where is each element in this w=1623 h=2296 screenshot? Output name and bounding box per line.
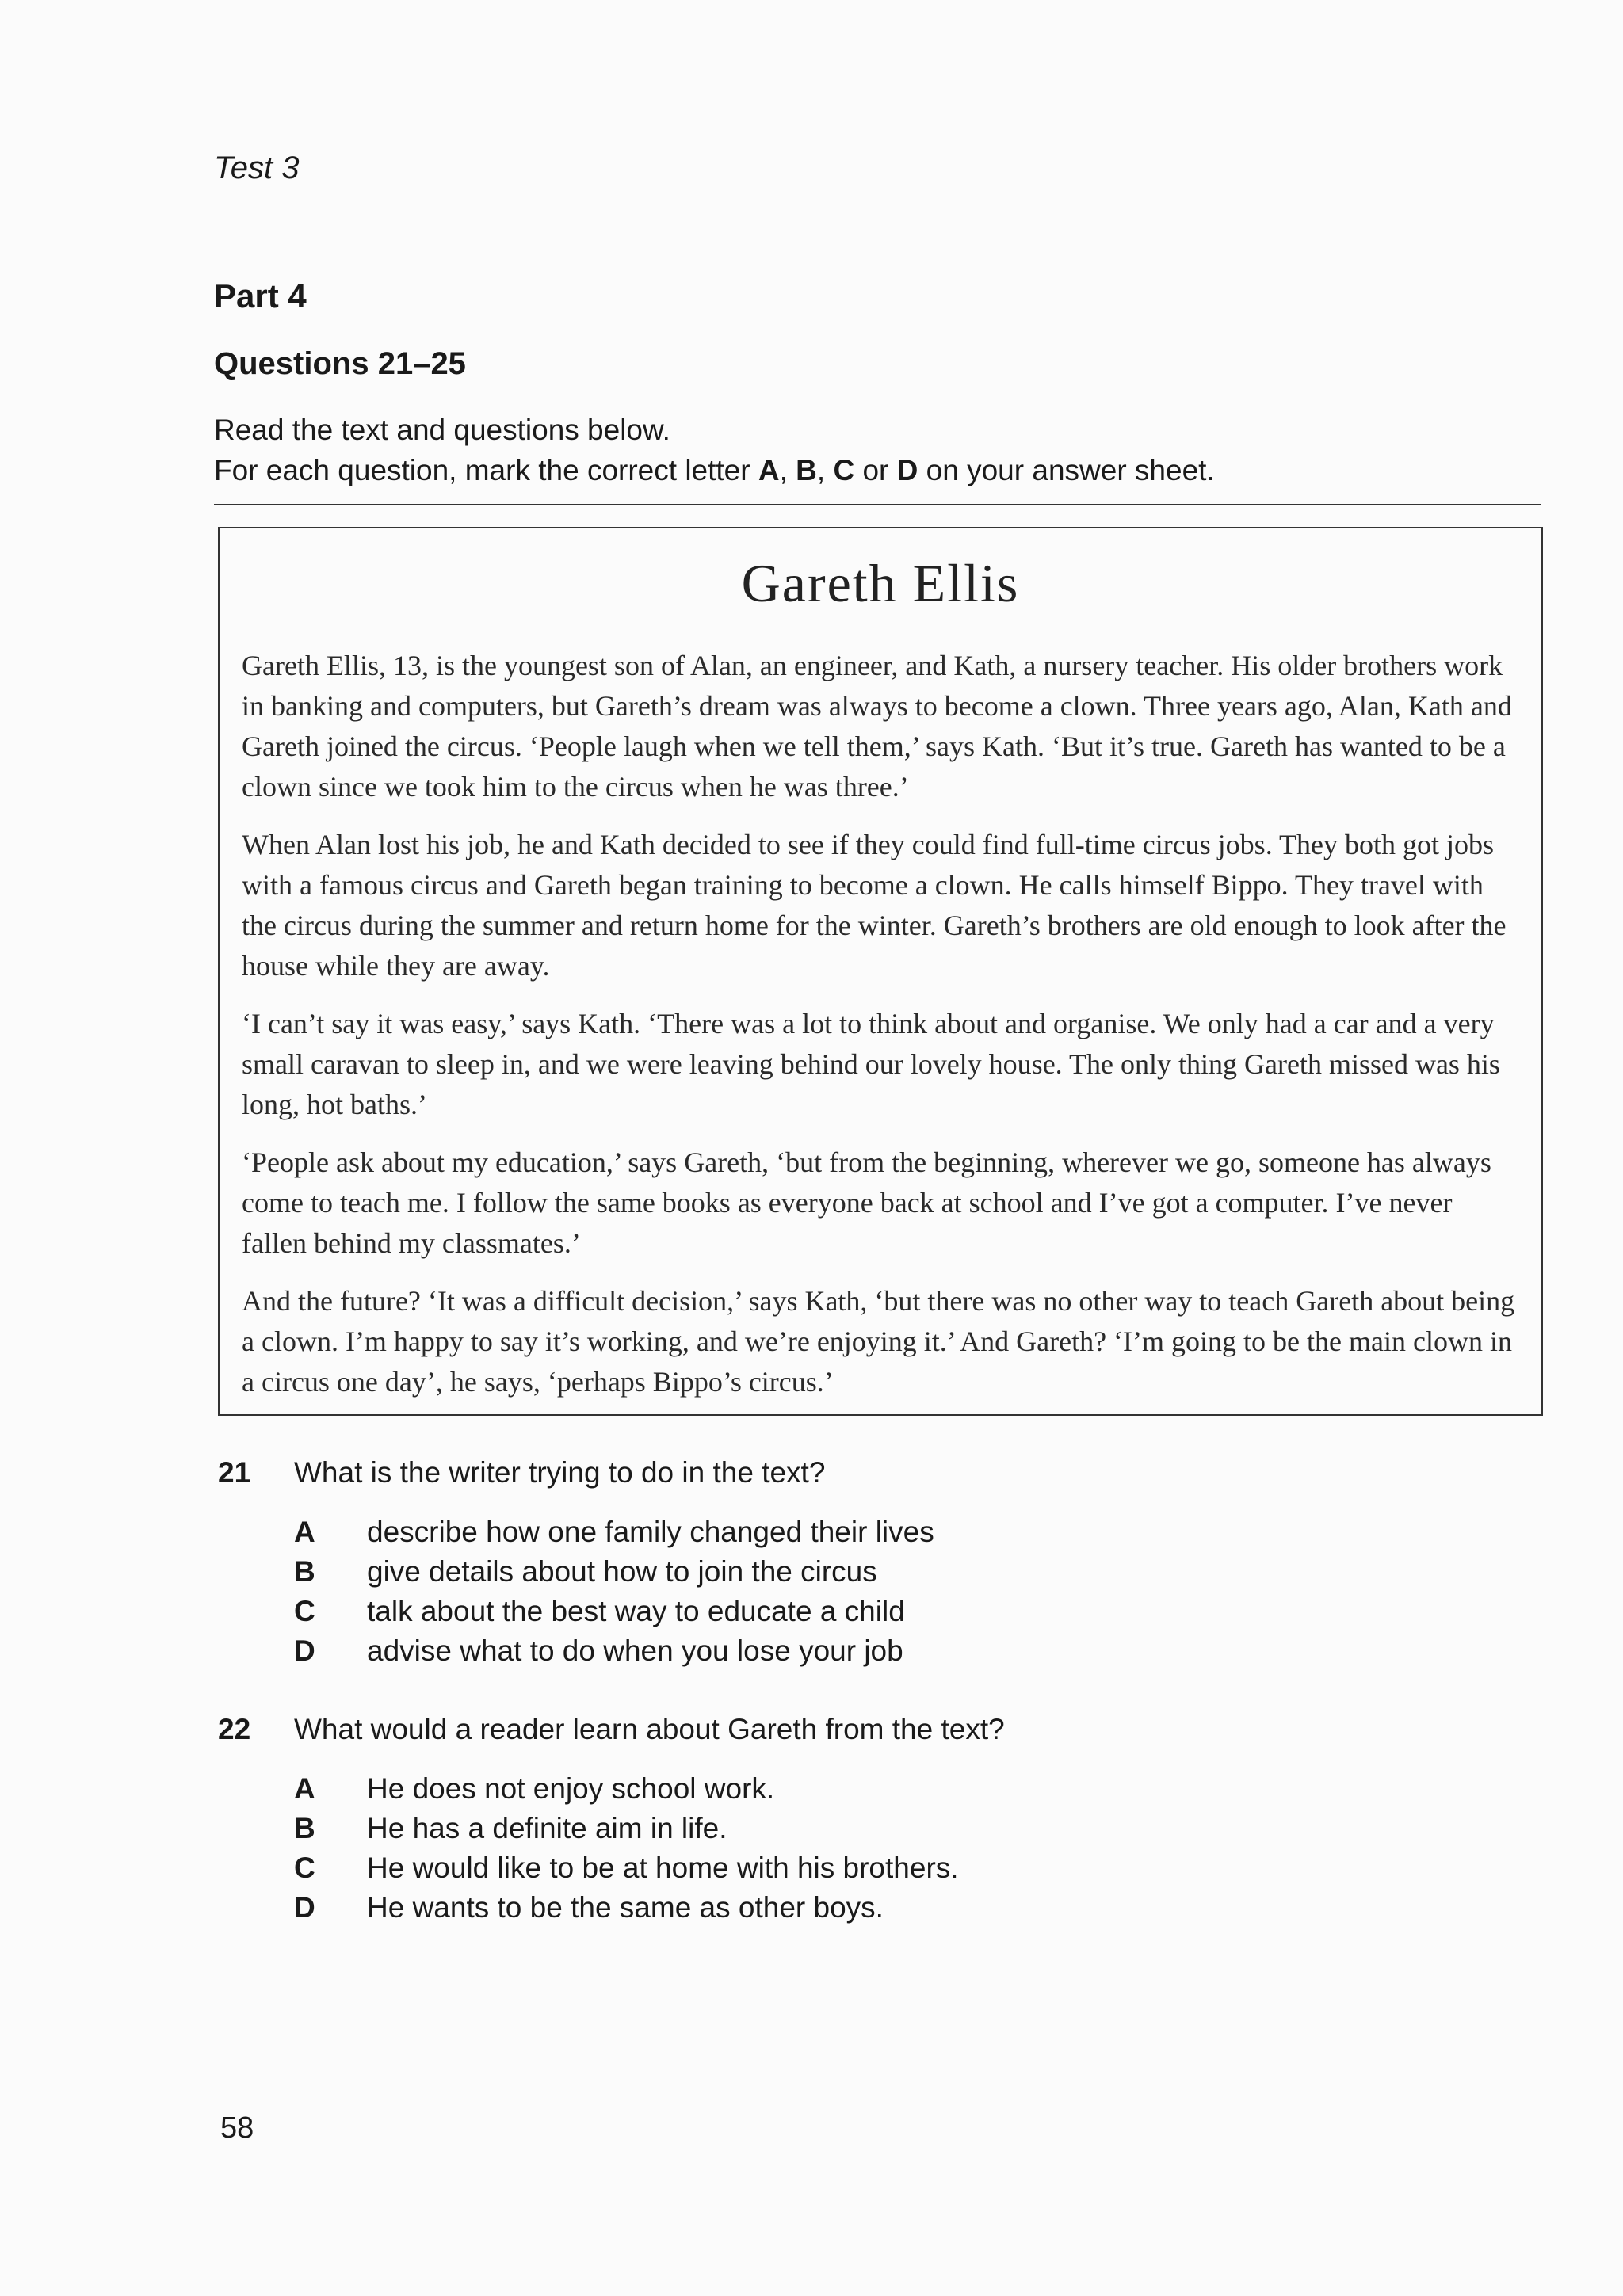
instructions — [214, 410, 1215, 490]
question-number: 22 — [218, 1713, 251, 1745]
letter-b: B — [796, 454, 817, 486]
letter-a: A — [758, 454, 780, 486]
part-heading: Part 4 — [214, 277, 307, 315]
option-b[interactable] — [294, 1555, 1483, 1595]
option-c[interactable] — [294, 1852, 1483, 1891]
option-text: describe how one family changed their lives — [367, 1516, 934, 1548]
article-paragraph: When Alan lost his job, he and Kath decided to see if they could find full-time circus jobs. They both got jobs with a famous circus and Gareth began training to become a clown. He calls himself Bippo. They travel with the circus during the summer and return home for the winter. Gareth’s brothers are old enough to look after the house while they are away. — [242, 829, 1507, 982]
article-paragraph: Gareth Ellis, 13, is the youngest son of Alan, an engineer, and Kath, a nursery teacher. His older brothers work in banking and computers, but Gareth’s dream was always to become a clown. Three years ago, Alan, Kath and Gareth joined the circus. ‘People laugh when we tell them,’ says Kath. ‘But it’s true. Gareth has wanted to be a clown since we took him to the circus when he was three.’ — [242, 650, 1512, 803]
options-list — [294, 1516, 1483, 1674]
separator: , — [779, 454, 796, 486]
option-text: talk about the best way to educate a child — [367, 1595, 905, 1627]
option-letter: B — [294, 1812, 315, 1844]
options-list — [294, 1772, 1483, 1931]
option-text: give details about how to join the circus — [367, 1555, 877, 1588]
instructions-text: on your answer sheet. — [918, 454, 1215, 486]
separator: or — [854, 454, 897, 486]
option-letter: C — [294, 1852, 315, 1884]
article-paragraph: ‘I can’t say it was easy,’ says Kath. ‘There was a lot to think about and organise. We only had a car and a very small caravan to sleep in, and we were leaving behind our lovely house. The only thing Gareth missed was his long, hot baths.’ — [242, 1008, 1500, 1120]
option-text: He wants to be the same as other boys. — [367, 1891, 884, 1924]
option-letter: D — [294, 1634, 315, 1667]
option-d[interactable] — [294, 1634, 1483, 1674]
instructions-text: For each question, mark the correct letter — [214, 454, 758, 486]
option-text: He has a definite aim in life. — [367, 1812, 727, 1844]
option-letter: A — [294, 1516, 315, 1548]
option-letter: D — [294, 1891, 315, 1924]
article-paragraph: ‘People ask about my education,’ says Gareth, ‘but from the beginning, wherever we go, someone has always come to teach me. I follow the same books as everyone back at school and I’ve got a computer. I’ve never fallen behind my classmates.’ — [242, 1146, 1491, 1259]
option-d[interactable] — [294, 1891, 1483, 1931]
letter-d: D — [896, 454, 918, 486]
separator: , — [816, 454, 834, 486]
test-header: Test 3 — [214, 151, 300, 185]
article-box — [218, 527, 1543, 1416]
option-letter: A — [294, 1772, 315, 1805]
option-letter: B — [294, 1555, 315, 1588]
question-stem: What would a reader learn about Gareth from the text? — [294, 1713, 1005, 1745]
option-text: advise what to do when you lose your job — [367, 1634, 903, 1667]
instructions-line-1: Read the text and questions below. — [214, 414, 670, 446]
page-number: 58 — [220, 2111, 254, 2145]
option-a[interactable] — [294, 1772, 1483, 1812]
option-b[interactable] — [294, 1812, 1483, 1852]
option-text: He does not enjoy school work. — [367, 1772, 775, 1805]
option-text: He would like to be at home with his brothers. — [367, 1852, 959, 1884]
article-title: Gareth Ellis — [741, 553, 1020, 613]
option-a[interactable] — [294, 1516, 1483, 1555]
instructions-line-2 — [214, 450, 1215, 490]
article-paragraph: And the future? ‘It was a difficult decision,’ says Kath, ‘but there was no other way to teach Gareth about being a clown. I’m happy to say it’s working, and we’re enjoying it.’ And Gareth? ‘I’m going to be the main clown in a circus one day’, he says, ‘perhaps Bippo’s circus.’ — [242, 1285, 1515, 1398]
option-letter: C — [294, 1595, 315, 1627]
letter-c: C — [833, 454, 855, 486]
questions-range-heading: Questions 21–25 — [214, 346, 466, 381]
divider-rule — [214, 504, 1541, 505]
option-c[interactable] — [294, 1595, 1483, 1634]
question-number: 21 — [218, 1456, 251, 1489]
article-body — [242, 646, 1519, 1420]
question-stem: What is the writer trying to do in the text? — [294, 1456, 826, 1489]
